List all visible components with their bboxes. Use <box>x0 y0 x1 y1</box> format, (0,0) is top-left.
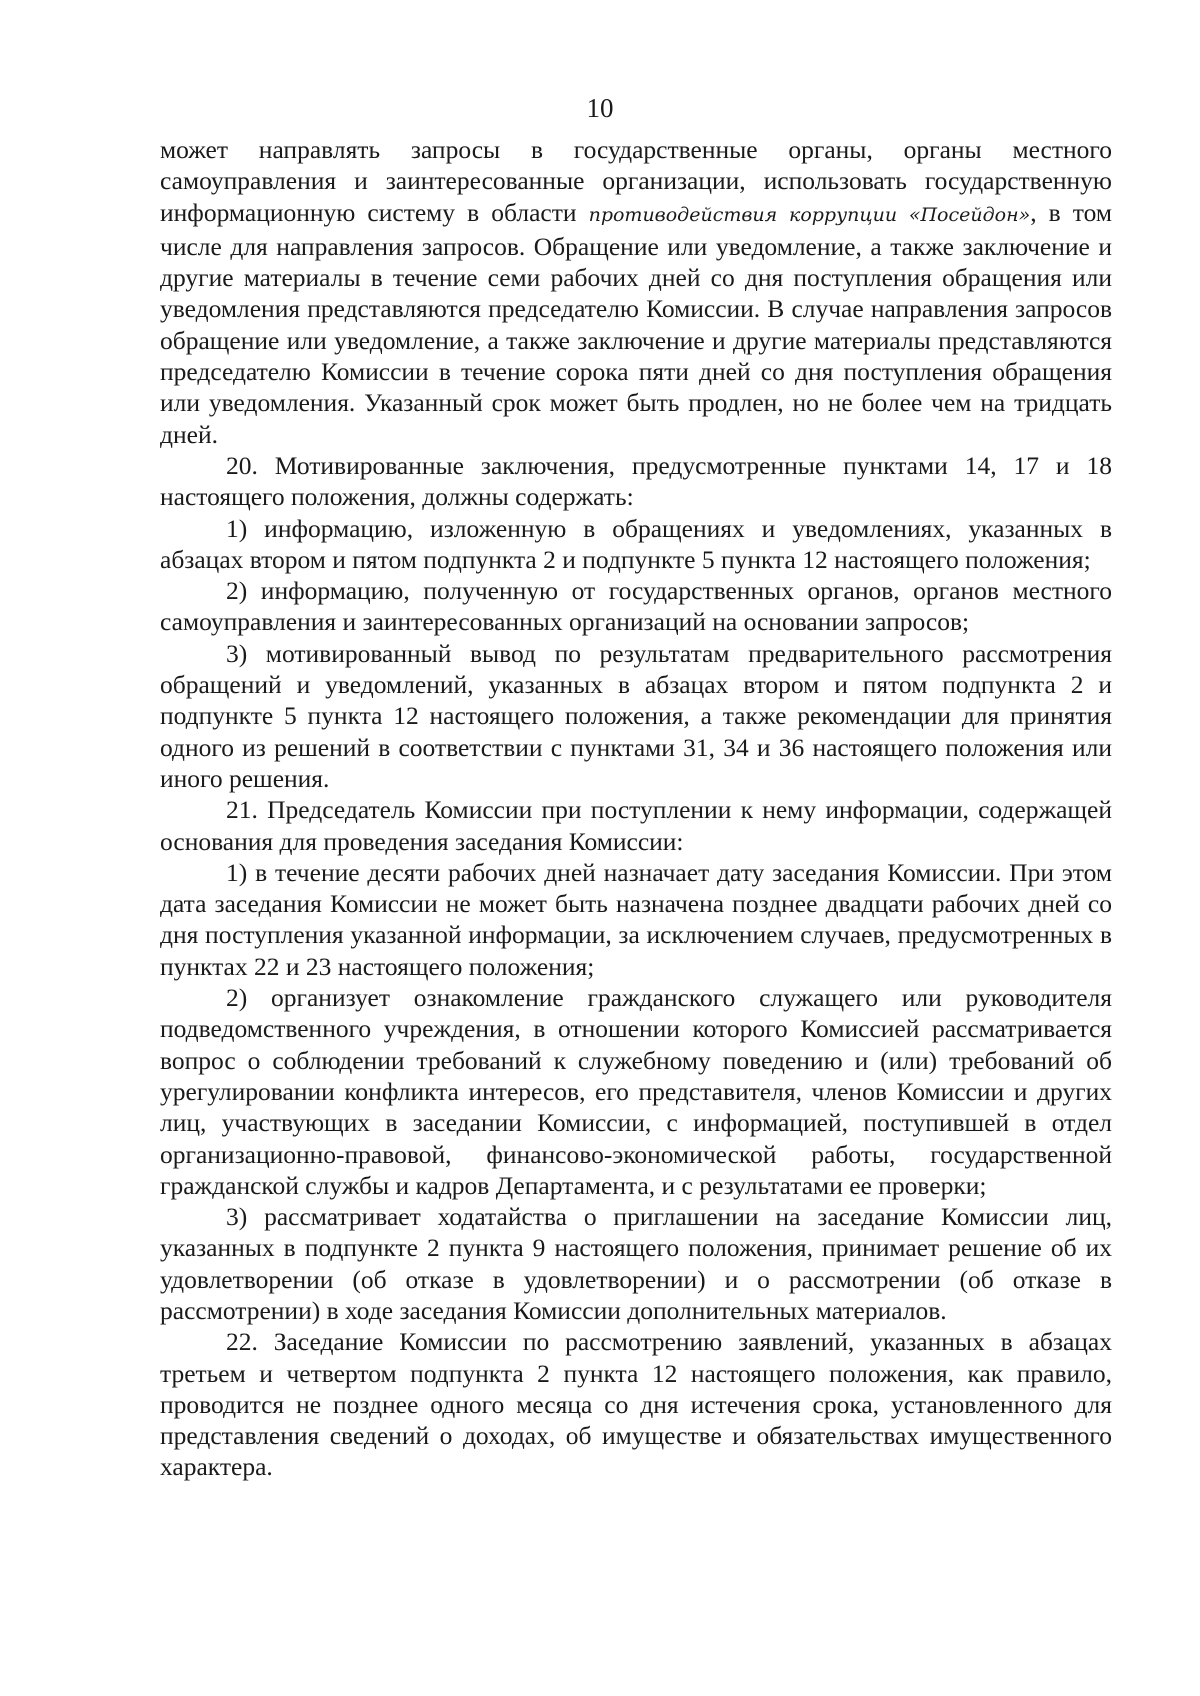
paragraph-text-end: , в том числе для направления запросов. Обращение или уведомление, а также заключение и другие материалы в течение семи рабочих дней со дня поступления обращения или уведомления представляются председателю Комиссии. В случае направления запросов обращение или уведомление, а также заключение и другие материалы представляются председателю Комиссии в течение сорока пяти дней со дня поступления обращения или уведомления. Указанный срок может быть продлен, но не более чем на тридцать дней. <box>160 197 1113 449</box>
paragraph-text-start: может направлять запросы в государственные органы, органы местного самоуправления и заинтересованные организации, использовать государственную информационную систему в области <box>160 135 1112 227</box>
paragraph-continuation <box>160 134 1112 450</box>
paragraph-item-22: 22. Заседание Комиссии по рассмотрению заявлений, указанных в абзацах третьем и четвертом подпункта 2 пункта 12 настоящего положения, как правило, проводится не позднее одного месяца со дня истечения срока, установленного для представления сведений о доходах, об имуществе и обязательствах имущественного характера. <box>160 1327 1112 1482</box>
page-number: 10 <box>586 93 614 123</box>
paragraph-item-21-3: 3) рассматривает ходатайства о приглашении на заседание Комиссии лиц, указанных в подпункте 2 пункта 9 настоящего положения, принимает решение об их удовлетворении (об отказе в удовлетворении) и о рассмотрении (об отказе в рассмотрении) в ходе заседания Комиссии дополнительных материалов. <box>160 1202 1112 1325</box>
paragraph-item-21: 21. Председатель Комиссии при поступлении к нему информации, содержащей основания для проведения заседания Комиссии: <box>160 795 1112 856</box>
paragraph-item-20-1: 1) информацию, изложенную в обращениях и уведомлениях, указанных в абзацах втором и пятом подпункта 2 и подпункте 5 пункта 12 настоящего положения; <box>160 513 1112 574</box>
paragraph-item-21-1: 1) в течение десяти рабочих дней назначает дату заседания Комиссии. При этом дата заседания Комиссии не может быть назначена позднее двадцати рабочих дней со дня поступления указанной информации, за исключением случаев, предусмотренных в пунктах 22 и 23 настоящего положения; <box>160 857 1112 981</box>
handwritten-insertion: противодействия коррупции «Посейдон» <box>588 203 1031 226</box>
paragraph-item-20-3: 3) мотивированный вывод по результатам предварительного рассмотрения обращений и уведомлений, указанных в абзацах втором и пятом подпункта 2 и подпункте 5 пункта 12 настоящего положения, а также рекомендации для принятия одного из решений в соответствии с пунктами 31, 34 и 36 настоящего положения или иного решения. <box>160 638 1112 793</box>
paragraph-item-21-2: 2) организует ознакомление гражданского служащего или руководителя подведомственного учреждения, в отношении которого Комиссией рассматривается вопрос о соблюдении требований к служебному поведению и (или) требований об урегулировании конфликта интересов, его представителя, членов Комиссии и других лиц, участвующих в заседании Комиссии, с информацией, поступившей в отдел организационно-правовой, финансово-экономической работы, государственной гражданской службы и кадров Департамента, и с результатами ее проверки; <box>160 983 1112 1200</box>
paragraph-item-20-2: 2) информацию, полученную от государственных органов, органов местного самоуправления и заинтересованных организаций на основании запросов; <box>160 576 1112 637</box>
document-body <box>160 134 1112 1483</box>
paragraph-item-20: 20. Мотивированные заключения, предусмотренные пунктами 14, 17 и 18 настоящего положения, должны содержать: <box>160 450 1112 512</box>
